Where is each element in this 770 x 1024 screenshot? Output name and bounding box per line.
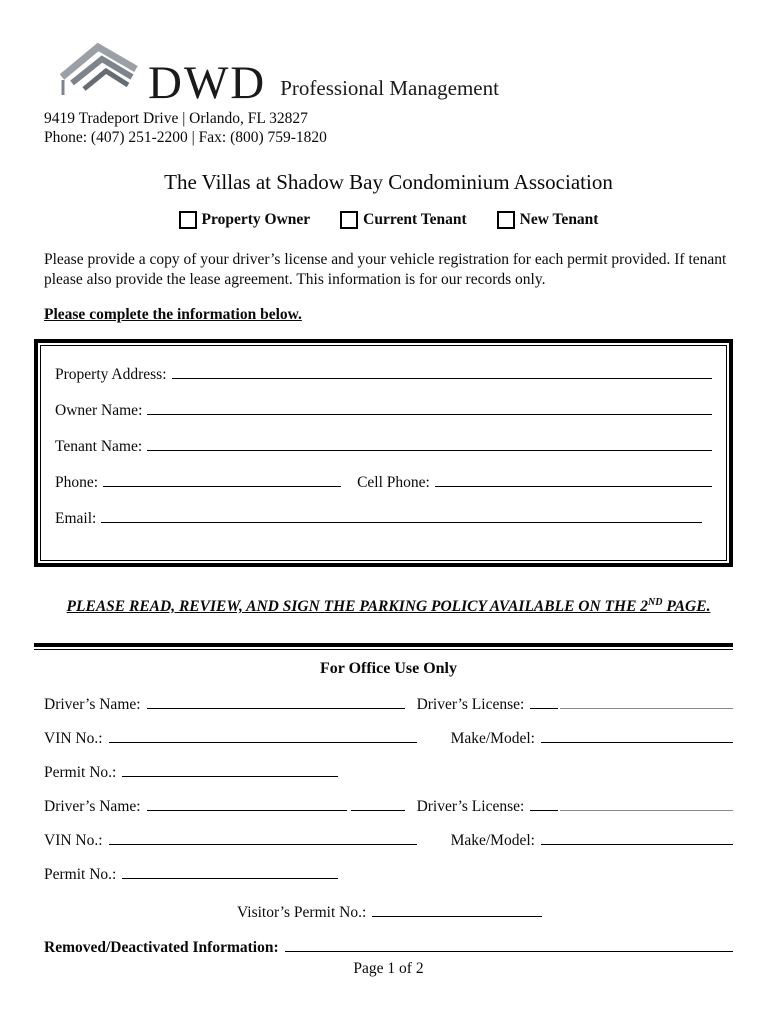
vehicle2-make-model-label: Make/Model: xyxy=(450,832,535,850)
driver2-license-field-ext[interactable] xyxy=(560,794,733,811)
vehicle1-make-model-label: Make/Model: xyxy=(450,730,535,748)
driver1-name-field[interactable] xyxy=(147,692,405,709)
removed-deactivated-field[interactable] xyxy=(285,935,733,952)
option-current-tenant[interactable] xyxy=(340,211,467,229)
driver2-name-field-ext[interactable] xyxy=(351,794,405,811)
logo-acronym: DWD xyxy=(148,56,267,109)
owner-name-label: Owner Name: xyxy=(55,401,143,419)
vehicle2-make-model-field[interactable] xyxy=(541,828,733,845)
driver2-name-field[interactable] xyxy=(147,794,347,811)
removed-deactivated-row xyxy=(44,935,733,955)
current-tenant-label: Current Tenant xyxy=(363,211,467,229)
vehicle2-vin-label: VIN No.: xyxy=(44,832,103,850)
tenant-name-row xyxy=(55,434,712,456)
vehicle2-permit-label: Permit No.: xyxy=(44,866,117,884)
driver2-license-label: Driver’s License: xyxy=(416,798,525,816)
option-new-tenant[interactable] xyxy=(497,211,599,229)
new-tenant-checkbox[interactable] xyxy=(497,211,515,229)
vehicle1-vin-row xyxy=(44,726,733,746)
tenant-name-label: Tenant Name: xyxy=(55,437,143,455)
visitor-permit-label: Visitor’s Permit No.: xyxy=(237,904,367,922)
applicant-type-row xyxy=(44,211,733,229)
email-row xyxy=(55,506,712,528)
vehicle2-permit-field[interactable] xyxy=(122,862,338,879)
property-address-label: Property Address: xyxy=(55,365,167,383)
vehicle2-vin-field[interactable] xyxy=(109,828,417,845)
address-line-2: Phone: (407) 251-2200 | Fax: (800) 759-1820 xyxy=(44,129,327,147)
roof-logo-icon xyxy=(56,37,144,104)
visitor-permit-field[interactable] xyxy=(372,900,542,917)
option-property-owner[interactable] xyxy=(179,211,311,229)
property-address-field[interactable] xyxy=(172,362,712,379)
notice-superscript: ND xyxy=(648,596,663,608)
property-owner-checkbox[interactable] xyxy=(179,211,197,229)
current-tenant-checkbox[interactable] xyxy=(340,211,358,229)
owner-name-field[interactable] xyxy=(147,398,712,415)
phone-label: Phone: xyxy=(55,473,99,491)
removed-deactivated-label: Removed/Deactivated Information: xyxy=(44,939,279,957)
vehicle2-vin-row xyxy=(44,828,733,848)
driver1-name-row xyxy=(44,692,733,712)
driver1-license-field-ext[interactable] xyxy=(560,692,733,709)
complete-instruction: Please complete the information below. xyxy=(44,305,302,323)
cell-phone-field[interactable] xyxy=(435,470,712,487)
vehicle2-permit-row xyxy=(44,862,733,882)
company-address-block xyxy=(44,109,733,147)
phone-field[interactable] xyxy=(103,470,341,487)
company-logo xyxy=(56,38,733,109)
new-tenant-label: New Tenant xyxy=(519,211,599,229)
email-label: Email: xyxy=(55,509,97,527)
phone-row xyxy=(55,470,712,492)
property-address-row xyxy=(55,362,712,384)
section-divider xyxy=(34,643,733,650)
page-indicator: Page 1 of 2 xyxy=(353,960,424,978)
vehicle1-vin-field[interactable] xyxy=(109,726,417,743)
driver2-name-row xyxy=(44,794,733,814)
applicant-info-box xyxy=(34,339,733,567)
property-owner-label: Property Owner xyxy=(201,211,311,229)
vehicle1-permit-field[interactable] xyxy=(122,760,338,777)
visitor-permit-row xyxy=(44,900,733,920)
policy-notice: PLEASE READ, REVIEW, AND SIGN THE PARKING POLICY AVAILABLE ON THE 2ND PAGE. xyxy=(66,596,711,616)
vehicle1-vin-label: VIN No.: xyxy=(44,730,103,748)
driver2-license-field[interactable] xyxy=(530,794,558,811)
driver2-name-label: Driver’s Name: xyxy=(44,798,141,816)
driver1-name-label: Driver’s Name: xyxy=(44,696,141,714)
email-field[interactable] xyxy=(101,506,702,523)
driver1-license-field[interactable] xyxy=(530,692,558,709)
address-line-1: 9419 Tradeport Drive | Orlando, FL 32827 xyxy=(44,110,308,127)
form-title: The Villas at Shadow Bay Condominium Association xyxy=(164,170,613,195)
intro-paragraph: Please provide a copy of your driver’s license and your vehicle registration for each permit provided. If tenant please also provide the lease agreement. This information is for our records only. xyxy=(44,251,727,288)
office-use-heading: For Office Use Only xyxy=(319,660,457,678)
vehicle1-permit-row xyxy=(44,760,733,780)
logo-subtitle: Professional Management xyxy=(280,76,499,100)
cell-phone-label: Cell Phone: xyxy=(357,473,430,491)
vehicle1-permit-label: Permit No.: xyxy=(44,764,117,782)
tenant-name-field[interactable] xyxy=(147,434,712,451)
vehicle1-make-model-field[interactable] xyxy=(541,726,733,743)
driver1-license-label: Driver’s License: xyxy=(416,696,525,714)
owner-name-row xyxy=(55,398,712,420)
